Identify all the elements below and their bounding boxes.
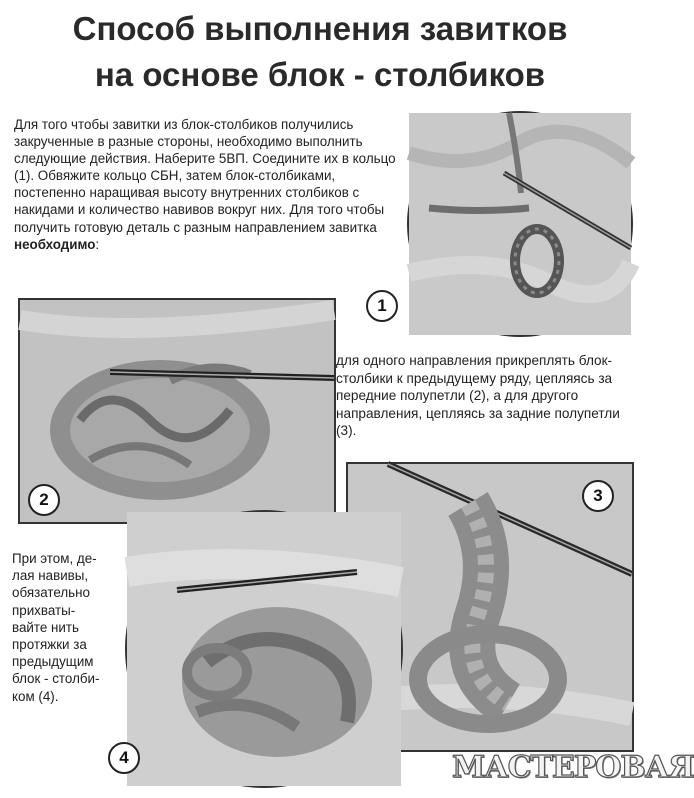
note-line: обязательно (12, 585, 90, 601)
intro-end: : (95, 236, 100, 252)
photo-step-2 (18, 298, 336, 524)
intro-bold: необходимо (14, 236, 96, 252)
intro-paragraph (14, 116, 406, 253)
watermark-logo: МАСТЕРОВАЯ (452, 750, 694, 785)
note-line: При этом, де- (12, 551, 97, 566)
title-line-1: Способ выполнения завитков (72, 10, 568, 47)
note-line: лая навивы, (12, 568, 89, 584)
title-line-2: на основе блок - столбиков (94, 56, 546, 93)
note-line: предыдущим (12, 654, 94, 670)
step-number-4: 4 (108, 742, 140, 774)
page-title (0, 6, 640, 98)
step-number-3: 3 (582, 480, 614, 512)
step-number-1: 1 (366, 290, 398, 322)
direction-paragraph: для одного направления прикреплять блок-столбики к предыдущему ряду, цепляясь за передние полупетли (2), а для другого направления, цепляясь за задние полупетли (3). (336, 353, 620, 438)
photo-step-1 (407, 111, 633, 337)
note-paragraph (12, 550, 122, 705)
note-line: ком (4). (12, 688, 59, 704)
note-line: вайте нить (12, 619, 80, 635)
step-number-2: 2 (28, 484, 60, 516)
intro-text: Для того чтобы завитки из блок-столбиков получились закрученные в разные стороны, необходимо выполнить следующие действия. Наберите 5ВП. Соедините их в кольцо (1). Обвяжите кольцо СБН, затем блок-столбиками, постепенно наращивая высоту внутренних столбиков с накидами и количество навивов вокруг них. Для того чтобы получить готовую деталь с разным направлением завитка (14, 117, 396, 235)
photo-step-4 (125, 510, 403, 788)
note-line: прихваты- (12, 602, 76, 618)
note-line: протяжки за (12, 637, 87, 653)
note-line: блок - столби- (12, 671, 100, 687)
